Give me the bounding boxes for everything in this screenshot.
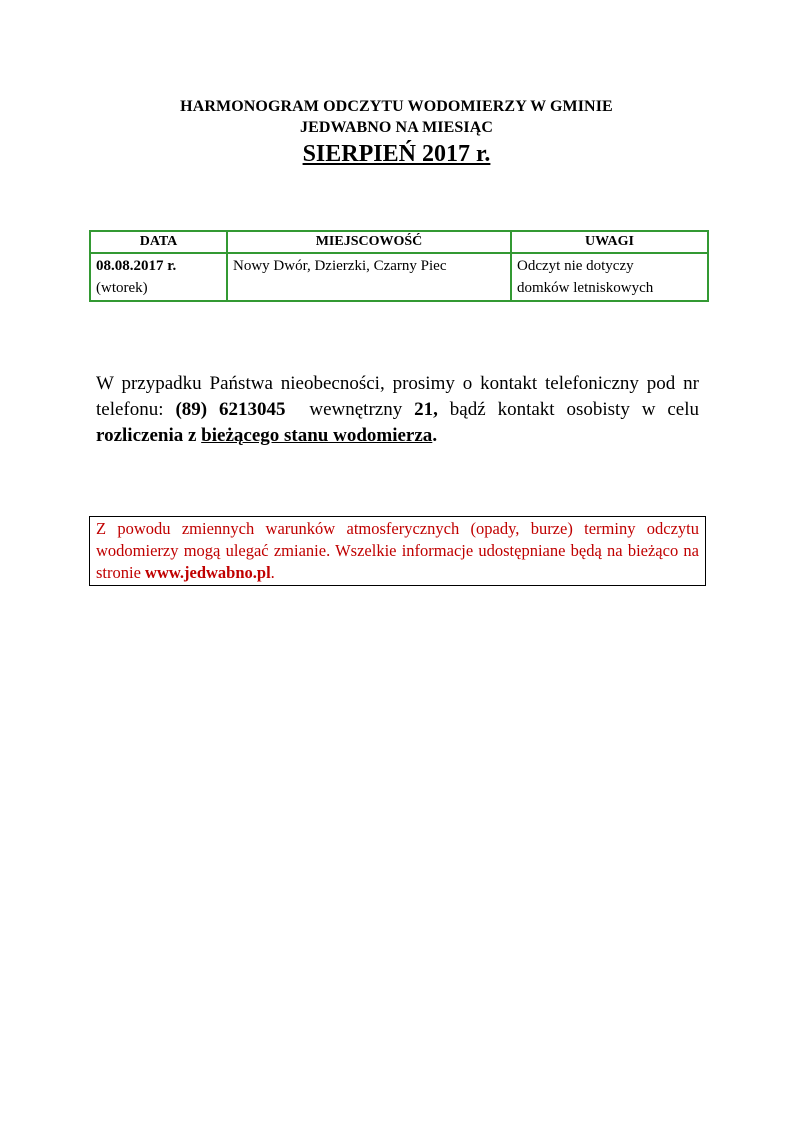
notice-end: . — [270, 563, 275, 582]
website-link[interactable]: www.jedwabno.pl — [145, 563, 271, 582]
phone-number: (89) 6213045 — [175, 399, 286, 420]
schedule-table — [89, 230, 709, 302]
notes-line-2: domków letniskowych — [517, 280, 654, 296]
paragraph-end: . — [432, 425, 438, 446]
meter-state-text: bieżącego stanu wodomierza — [201, 425, 433, 446]
month-title: SIERPIEŃ 2017 r. — [302, 141, 491, 167]
settlement-text: rozliczenia z — [96, 425, 202, 446]
title-line-2: JEDWABNO NA MIESIĄC — [299, 119, 494, 136]
contact-text-2: wewnętrzny — [285, 399, 415, 420]
header-place: MIEJSCOWOŚĆ — [227, 231, 511, 253]
table-row — [90, 253, 708, 301]
contact-text-3: bądź kontakt osobisty w celu — [437, 399, 700, 420]
header-notes: UWAGI — [511, 231, 708, 253]
document-header — [0, 96, 793, 169]
notes-line-1: Odczyt nie dotyczy — [517, 258, 634, 274]
cell-notes — [511, 253, 708, 301]
cell-date — [90, 253, 227, 301]
title-line-1: HARMONOGRAM ODCZYTU WODOMIERZY W GMINIE — [180, 98, 613, 115]
contact-text-1: W przypadku Państwa nieobecności, prosimy o kontakt telefoniczny pod nr telefonu: — [96, 373, 699, 420]
notice-text: Z powodu zmiennych warunków atmosferycznych (opady, burze) terminy odczytu wodomierzy mogą ulegać zmianie. Wszelkie informacje udostępniane będą na bieżąco na stronie — [96, 519, 699, 582]
weekday-value: (wtorek) — [96, 280, 148, 296]
weather-notice-box — [89, 516, 706, 586]
header-date: DATA — [90, 231, 227, 253]
extension-number: 21, — [414, 399, 438, 420]
contact-paragraph — [96, 371, 699, 449]
table-header-row — [90, 231, 708, 253]
date-value: 08.08.2017 r. — [96, 258, 177, 274]
cell-places: Nowy Dwór, Dzierzki, Czarny Piec — [227, 253, 511, 301]
